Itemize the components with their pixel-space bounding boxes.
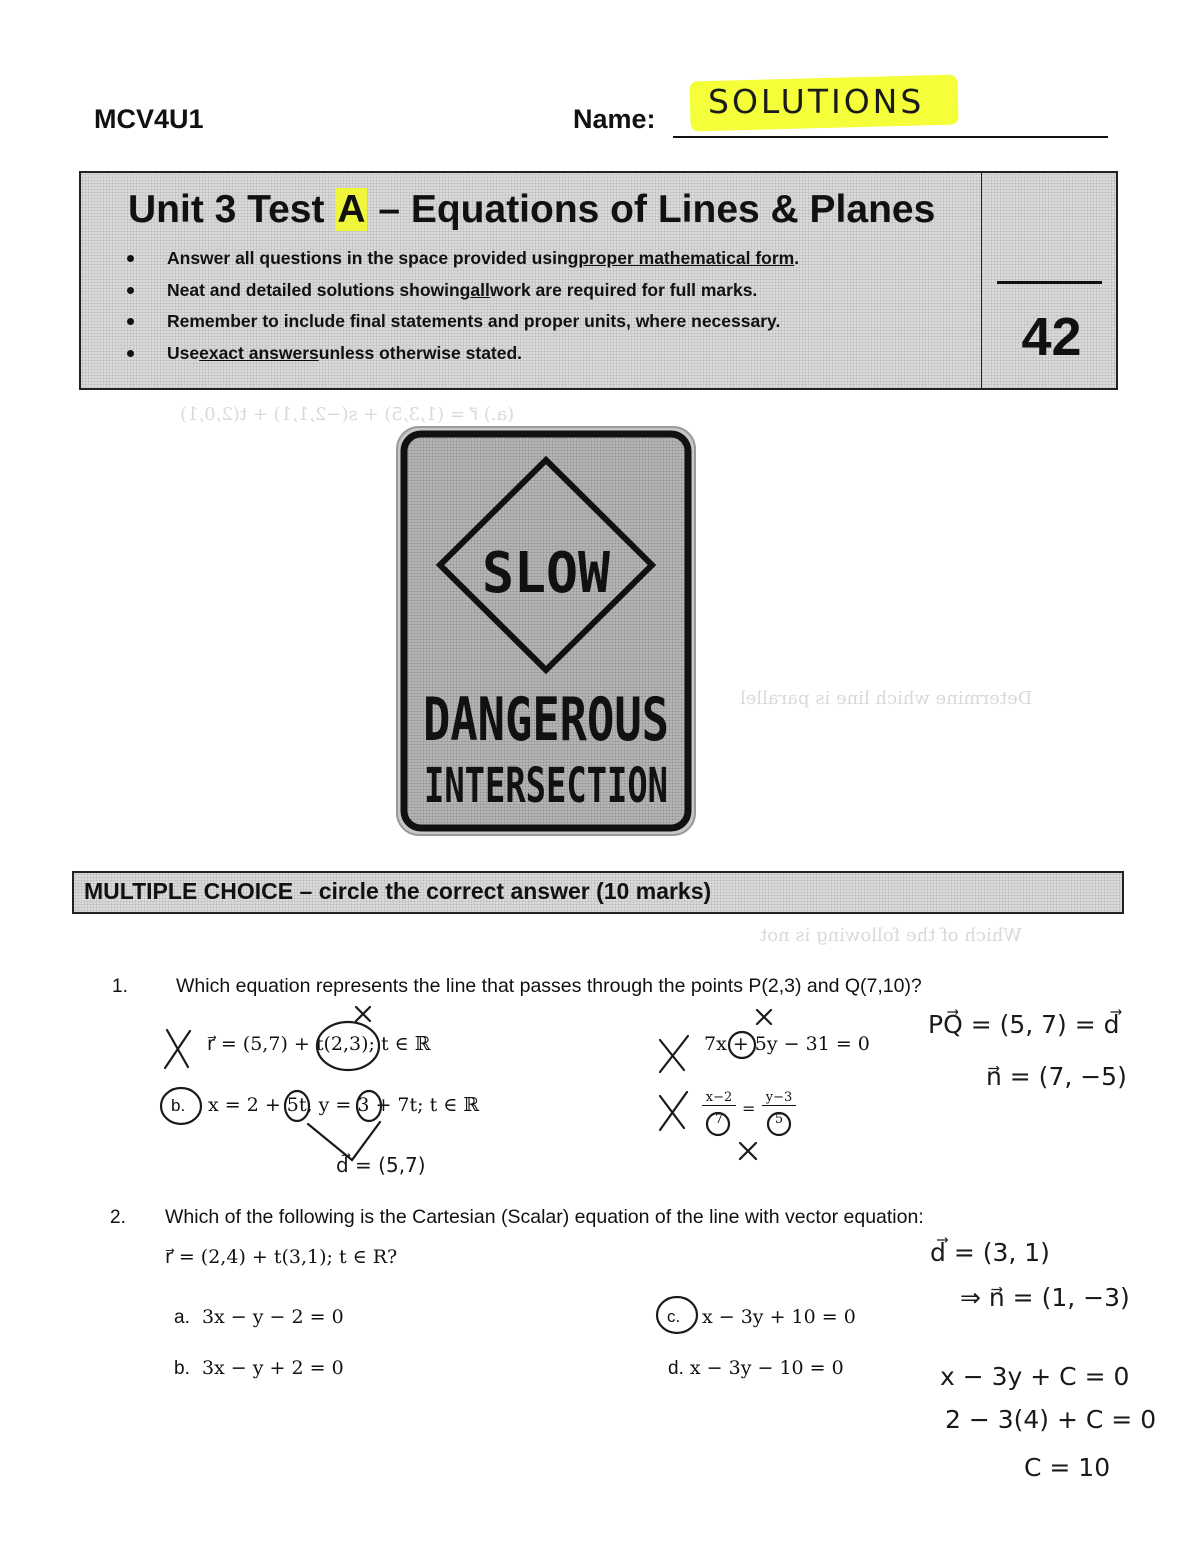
instruction-item: Answer all questions in the space provided using proper mathematical form . (122, 243, 799, 275)
q1-c-x-mark (757, 1010, 771, 1024)
name-label: Name: (573, 104, 656, 134)
bleed-through-2: Determine which line is parallel (740, 688, 1033, 709)
question-2-number: 2. (110, 1207, 126, 1228)
q2-option-d-text: x − 3y − 10 = 0 (689, 1357, 844, 1379)
q1-a-circle-mark (317, 1022, 379, 1070)
q2-option-b-text: 3x − y + 2 = 0 (201, 1357, 344, 1379)
q1-b-circle-7 (357, 1091, 381, 1121)
course-code: MCV4U1 (94, 104, 204, 134)
test-title-post: – Equations of Lines & Planes (367, 188, 936, 231)
q1-a-cross-mark (165, 1030, 190, 1068)
q1-b-answer-circle (161, 1088, 201, 1124)
test-version: A (337, 188, 366, 231)
test-title-pre: Unit 3 Test (128, 188, 336, 231)
q2-option-c-text: x − 3y + 10 = 0 (702, 1306, 856, 1328)
q1-b-arrow-lines (308, 1122, 380, 1160)
sign-word-slow: SLOW (482, 541, 611, 606)
q1-c-circle-mark (729, 1032, 755, 1058)
q2-option-d-label: d. (668, 1358, 684, 1379)
question-2-vector-equation: r⃗ = (2,4) + t(3,1); t ∈ R? (165, 1246, 398, 1268)
name-value: SOLUTIONS (708, 82, 925, 121)
q1-option-b-label: b. (171, 1096, 186, 1115)
q1-work-direction: d⃗ = (5,7) (336, 1153, 426, 1177)
q1-work-pq: PQ⃗ = (5, 7) = d⃗ (928, 1010, 1120, 1039)
total-marks: 42 (1021, 307, 1082, 367)
q2-work-direction: d⃗ = (3, 1) (930, 1238, 1050, 1267)
q2-option-c-label: c. (667, 1307, 681, 1326)
instruction-item: Neat and detailed solutions showing all work are required for full marks. (122, 275, 799, 307)
q1-option-c-text: 7x + 5y − 31 = 0 (704, 1033, 870, 1055)
q1-option-d[interactable]: x−2 7 = y−3 5 (702, 1090, 802, 1136)
q1-c-cross-mark (660, 1036, 688, 1072)
q1-d-circle-7 (707, 1113, 729, 1135)
sign-word-dangerous: DANGEROUS (423, 685, 669, 755)
question-2-text: Which of the following is the Cartesian (Scalar) equation of the line with vector equation: (165, 1206, 924, 1228)
q2-work-general: x − 3y + C = 0 (940, 1362, 1130, 1391)
q1-d-circle-5 (768, 1113, 790, 1135)
q1-work-normal: n⃗ = (7, −5) (986, 1062, 1127, 1091)
q1-d-x-mark (740, 1143, 756, 1159)
bleed-through-1: (a.) r⃗ = (1,3,5) + s(−2,1,1) + t(2,0,1) (180, 404, 515, 425)
q2-work-result: C = 10 (1024, 1453, 1111, 1482)
instruction-item: Remember to include final statements and proper units, where necessary. (122, 306, 799, 338)
q1-d-cross-mark (660, 1092, 687, 1130)
section-title: MULTIPLE CHOICE – circle the correct answer (10 marks) (84, 878, 712, 904)
q2-option-b-label: b. (174, 1358, 190, 1379)
q1-option-a-text: r⃗ = (5,7) + t(2,3); t ∈ ℝ (207, 1033, 431, 1055)
q2-work-substitute: 2 − 3(4) + C = 0 (945, 1405, 1157, 1434)
instruction-item: Use exact answers unless otherwise stated. (122, 338, 799, 370)
bleed-through-3: Which of the following is not (760, 925, 1022, 946)
q1-option-b-text: x = 2 + 5t, y = 3 + 7t; t ∈ ℝ (208, 1094, 480, 1116)
q1-a-x-mark (356, 1007, 370, 1021)
sign-word-intersection: INTERSECTION (424, 758, 668, 814)
question-1-number: 1. (112, 976, 128, 997)
q1-b-circle-5 (285, 1091, 309, 1121)
q2-c-answer-circle (657, 1297, 697, 1333)
q2-work-normal: ⇒ n⃗ = (1, −3) (960, 1283, 1130, 1312)
q2-option-a-label: a. (174, 1307, 190, 1328)
q2-option-a-text: 3x − y − 2 = 0 (201, 1306, 344, 1328)
question-1-text: Which equation represents the line that passes through the points P(2,3) and Q(7,10)? (176, 975, 922, 997)
